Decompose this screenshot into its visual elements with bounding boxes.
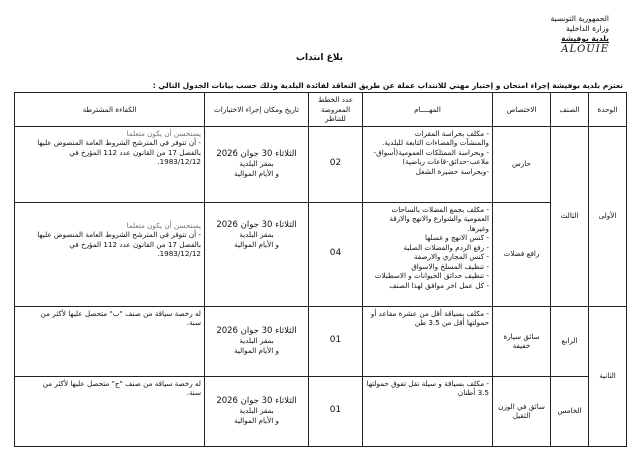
qualification-cell bbox=[15, 202, 205, 306]
task-line: وغيرها. bbox=[467, 223, 489, 233]
positions-cell: 01 bbox=[309, 376, 363, 446]
letterhead bbox=[499, 14, 609, 55]
date-place-cell bbox=[205, 126, 309, 202]
table-row bbox=[15, 376, 627, 446]
unit-cell: الأولى bbox=[589, 126, 627, 306]
exam-following-days: و الأيام الموالية bbox=[233, 415, 280, 425]
qualification-line: له رخصة سياقة من صنف "ج" متحصل عليها لأكثر من bbox=[42, 378, 201, 388]
specialty-cell: سائق في الوزن الثقيل bbox=[493, 376, 551, 446]
col-header-positions: عدد الخطط المعروضة للتناظر bbox=[309, 93, 363, 127]
tasks-cell bbox=[363, 202, 493, 306]
task-line: - كنس الانهج و غسلها bbox=[424, 233, 489, 242]
tasks-cell bbox=[363, 376, 493, 446]
task-line: -وبحراسة حضيرة الشغل bbox=[415, 166, 489, 176]
qualification-cell bbox=[15, 126, 205, 202]
task-line: - رفع الردم والفضلات الصلبة bbox=[403, 242, 489, 252]
col-header-tasks: المهــــام bbox=[363, 93, 493, 127]
date-place-cell bbox=[205, 376, 309, 446]
table-header-row bbox=[15, 93, 627, 127]
tasks-cell bbox=[363, 126, 493, 202]
col-header-unit: الوحدة bbox=[589, 93, 627, 127]
qualification-line: بالفصل 17 من القانون عدد 112 المؤرخ في bbox=[69, 239, 201, 249]
positions-cell: 01 bbox=[309, 306, 363, 376]
qualification-line: له رخصة سياقة من صنف "ب" متحصل عليها لأكثر من bbox=[40, 308, 201, 318]
task-line: - مكلف بسياقة و سيلة نقل تفوق حمولتها bbox=[366, 378, 489, 388]
qualification-line: يستحسن أن يكون متعلما bbox=[126, 220, 201, 230]
unit-cell: الثانية bbox=[589, 306, 627, 446]
handwritten-signature: ALOUIE bbox=[561, 44, 609, 55]
task-line: والمنشآت والفضاءات التابعة للبلدية. bbox=[382, 138, 489, 147]
table-row bbox=[15, 126, 627, 202]
qualification-line: 1983/12/12. bbox=[157, 249, 201, 258]
grade-cell: الخامس bbox=[551, 376, 589, 446]
exam-place: بمقر البلدية bbox=[239, 230, 274, 239]
qualification-line: - أن تتوفر في المترشح الشروط العامة المنصوص عليها bbox=[37, 230, 201, 239]
task-line: - كل عمل اخر موافق لهذا الصنف bbox=[389, 280, 489, 290]
letterhead-line-municipality: بلدية بوفيشة bbox=[561, 34, 609, 43]
task-line: - تنظيف المسلخ والاسواق bbox=[411, 261, 489, 271]
task-line: - كنس المجاري والارصفة bbox=[413, 252, 489, 261]
task-line: ملاعب-حدائق-قاعات رياضية) bbox=[402, 157, 489, 166]
task-line: - مكلف بسياقة أقل من عشرة مقاعد أو bbox=[370, 308, 489, 318]
tasks-cell bbox=[363, 306, 493, 376]
exam-date: الثلاثاء 30 جوان 2026 bbox=[216, 325, 297, 336]
document-title: بلاغ انتداب bbox=[296, 53, 343, 63]
positions-cell: 04 bbox=[309, 202, 363, 306]
qualification-line: يستحسن أن يكون متعلما bbox=[126, 128, 201, 138]
exam-place: بمقر البلدية bbox=[239, 406, 274, 416]
col-header-qualification: الكفاءة المشترطة bbox=[15, 93, 205, 127]
exam-following-days: و الأيام الموالية bbox=[233, 168, 280, 178]
exam-following-days: و الأيام الموالية bbox=[233, 239, 280, 249]
qualification-cell bbox=[15, 376, 205, 446]
letterhead-line-ministry: وزارة الداخلية bbox=[565, 24, 609, 33]
exam-date: الثلاثاء 30 جوان 2026 bbox=[216, 219, 297, 230]
task-line: - تنظيف حدائق الحيوانات و الاسطبلات bbox=[374, 271, 489, 280]
qualification-line: بالفصل 17 من القانون عدد 112 المؤرخ في bbox=[69, 147, 201, 157]
positions-cell: 02 bbox=[309, 126, 363, 202]
table-row bbox=[15, 202, 627, 306]
qualification-line: سنة. bbox=[186, 388, 201, 397]
task-line: - مكلف بجمع الفضلات بالساحات bbox=[391, 204, 489, 214]
table-row bbox=[15, 306, 627, 376]
grade-cell: الرابع bbox=[551, 306, 589, 376]
specialty-cell: حارس bbox=[493, 126, 551, 202]
task-line: العمومية والشوارع والانهج والازقة bbox=[389, 214, 489, 223]
date-place-cell bbox=[205, 306, 309, 376]
grade-cell: الثالث bbox=[551, 126, 589, 306]
col-header-date-place: تاريخ ومكان إجراء الاختبارات bbox=[205, 93, 309, 127]
qualification-line: - أن تتوفر في المترشح الشروط العامة المنصوص عليها bbox=[37, 138, 201, 147]
task-line: 3.5 أطنان bbox=[457, 388, 489, 397]
col-header-grade: الصنف bbox=[551, 93, 589, 127]
exam-following-days: و الأيام الموالية bbox=[233, 345, 280, 355]
exam-date: الثلاثاء 30 جوان 2026 bbox=[216, 148, 297, 159]
intro-paragraph: تعتزم بلدية بوفيشة إجراء امتحان و إختبار مهني للانتداب عملة عن طريق التعاقد لفائدة البلدية وذلك حسب بيانات الجدول التالي : bbox=[152, 81, 623, 90]
qualification-line: 1983/12/12. bbox=[157, 157, 201, 166]
task-line: - مكلف بحراسة المقرات bbox=[414, 128, 489, 138]
date-place-cell bbox=[205, 202, 309, 306]
exam-date: الثلاثاء 30 جوان 2026 bbox=[216, 395, 297, 406]
letterhead-line-republic: الجمهورية التونسية bbox=[550, 14, 609, 23]
specialty-cell: رافع فضلات bbox=[493, 202, 551, 306]
qualification-cell bbox=[15, 306, 205, 376]
col-header-specialty: الاختصاص bbox=[493, 93, 551, 127]
recruitment-table bbox=[14, 92, 627, 447]
specialty-cell: سائق سيارة خفيفة bbox=[493, 306, 551, 376]
qualification-line: سنة. bbox=[186, 318, 201, 327]
task-line: حمولتها أقل من 3.5 طن bbox=[414, 318, 489, 327]
exam-place: بمقر البلدية bbox=[239, 336, 274, 346]
exam-place: بمقر البلدية bbox=[239, 159, 274, 169]
task-line: - وبحراسة الممتلكات العمومية(أسواق- bbox=[373, 147, 489, 157]
